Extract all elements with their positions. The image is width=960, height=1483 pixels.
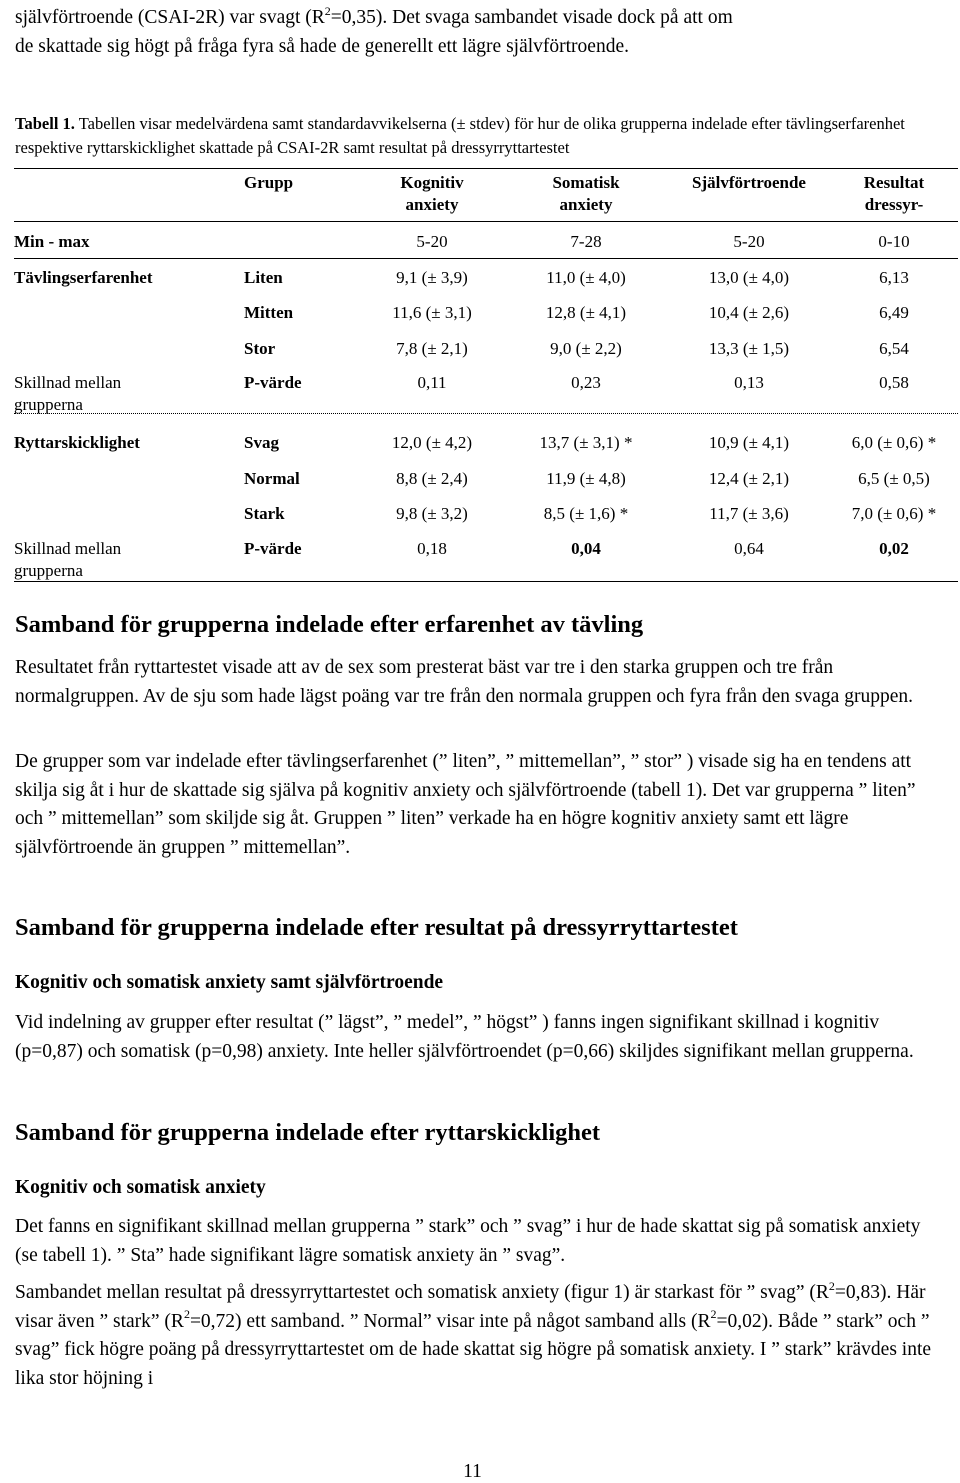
paragraph: De grupper som var indelade efter tävlingserfarenhet (” liten”, ” mittemellan”, ” stor” ) visade sig ha en tendens att skilja sig åt i hur de skattade sig själva på kognitiv anxiety och självförtroende (tabell 1). Det var grupperna ” liten” och ” mittemellan” som skiljde sig åt. Gruppen ” liten” verkade ha en högre kognitiv anxiety samt ett lägre självförtroende än gruppen ” mittemellan”.: [15, 751, 916, 858]
group-svag: Svag: [244, 433, 279, 452]
superscript: 2: [183, 1307, 190, 1321]
table-caption: [15, 112, 950, 160]
table-cell: 11,6 (± 3,1): [392, 303, 472, 322]
diff-label: Skillnad mellan grupperna: [14, 539, 122, 580]
table-cell: 10,4 (± 2,6): [708, 303, 790, 322]
table-cell: 11,0 (± 4,0): [546, 268, 626, 287]
category-tavlingserfarenhet: Tävlingserfarenhet: [14, 268, 153, 287]
table-cell: 11,9 (± 4,8): [546, 469, 626, 488]
header-resultat: Resultat dressyr-: [863, 173, 925, 214]
table-cell: 6,13: [879, 268, 909, 287]
table-cell: 6,0 (± 0,6) *: [851, 433, 937, 452]
minmax-resultat: 0-10: [878, 232, 910, 251]
pvalue-label: P-värde: [244, 539, 302, 558]
pvalue-cell: 0,18: [417, 539, 447, 558]
superscript: 2: [324, 3, 331, 18]
minmax-somatisk: 7-28: [570, 232, 602, 251]
caption-text: Tabellen visar medelvärdena samt standardavvikelserna (± stdev) för hur de olika grupperna indelade efter tävlingserfarenhet respektive ryttarskicklighet skattade på CSAI-2R samt resultat på dressyrryttartestet: [15, 114, 905, 157]
table-cell: 9,1 (± 3,9): [396, 268, 468, 287]
subheading: Kognitiv och somatisk anxiety samt självförtroende: [15, 972, 444, 993]
section-rule: [14, 413, 958, 414]
results-table: [14, 168, 958, 582]
table-cell: 6,54: [879, 339, 909, 358]
header-grupp: Grupp: [244, 173, 294, 192]
paragraph: Sambandet mellan resultat på dressyrryttartestet och somatisk anxiety (figur 1) är starkast för ” svag” $(R^2=0,83)$. Här visar även ” stark” $(R^2=0,72)$ ett samband. ” Normal” visar inte på något samband alls $(R^2=0,02)$. Både ” stark” och ” svag” fick högre poäng på dressyrryttartestet om de hade skattat sig högre på somatisk anxiety. I ” stark” krävdes inte lika stor höjning i: [15, 1278, 932, 1389]
pvalue-cell-significant: 0,04: [571, 539, 601, 558]
pvalue-cell-significant: 0,02: [879, 539, 909, 558]
pvalue-cell: 0,11: [417, 373, 447, 392]
table-cell: 9,8 (± 3,2): [396, 504, 468, 523]
table-cell: 7,0 (± 0,6) *: [851, 504, 937, 523]
paragraph: Vid indelning av grupper efter resultat (” lägst”, ” medel”, ” högst” ) fanns ingen signifikant skillnad i kognitiv (p=0,87) och somatisk (p=0,98) anxiety. Inte heller självförtroendet (p=0,66) skiljdes signifikant mellan grupperna.: [15, 1012, 914, 1062]
intro-text: de skattade sig högt på fråga fyra så hade de generellt ett lägre självförtroende.: [15, 35, 629, 57]
paragraph: Resultatet från ryttartestet visade att av de sex som presterat bäst var tre i den starka gruppen och tre från normalgruppen. Av de sju som hade lägst poäng var tre från den normala gruppen och fyra från den svaga gruppen.: [15, 657, 913, 707]
pvalue-cell: 0,64: [734, 539, 764, 558]
minmax-sjalv: 5-20: [733, 232, 765, 251]
pvalue-label: P-värde: [244, 373, 302, 392]
superscript: 2: [710, 1307, 717, 1321]
category-ryttarskicklighet: Ryttarskicklighet: [14, 433, 140, 452]
table-cell: 6,5 (± 0,5): [858, 469, 930, 488]
section-heading: Samband för grupperna indelade efter resultat på dressyrryttartestet: [15, 914, 738, 941]
intro-text: självförtroende (CSAI-2R) var svagt (R: [15, 7, 325, 28]
table-cell: 8,8 (± 2,4): [396, 469, 468, 488]
group-stor: Stor: [244, 339, 276, 358]
table-cell: 13,0 (± 4,0): [708, 268, 790, 287]
header-rule: [14, 221, 958, 222]
table-cell: 12,4 (± 2,1): [708, 469, 790, 488]
minmax-kognitiv: 5-20: [416, 232, 448, 251]
diff-label: Skillnad mellan grupperna: [14, 373, 122, 414]
table-cell: 11,7 (± 3,6): [709, 504, 789, 523]
group-liten: Liten: [244, 268, 283, 287]
table-cell: 7,8 (± 2,1): [396, 339, 468, 358]
header-kognitiv: Kognitiv anxiety: [400, 173, 464, 214]
paragraph: Det fanns en signifikant skillnad mellan grupperna ” stark” och ” svag” i hur de hade skattat sig på somatisk anxiety (se tabell 1). ” Sta” hade signifikant lägre somatisk anxiety än ” svag”.: [15, 1216, 921, 1266]
section-heading: Samband för grupperna indelade efter erfarenhet av tävling: [15, 611, 644, 638]
table-cell: 13,3 (± 1,5): [708, 339, 790, 358]
superscript: 2: [828, 1278, 835, 1293]
minmax-rule: [14, 258, 958, 259]
table-bottom-rule: [14, 581, 958, 582]
pvalue-cell: 0,58: [879, 373, 909, 392]
table-cell: 6,49: [879, 303, 909, 322]
table-top-rule: [14, 168, 958, 169]
table-cell: 12,8 (± 4,1): [545, 303, 627, 322]
intro-text: =0,35). Det svaga sambandet visade dock på att om: [330, 7, 733, 28]
table-cell: 12,0 (± 4,2): [391, 433, 473, 452]
pvalue-cell: 0,23: [571, 373, 601, 392]
pvalue-cell: 0,13: [734, 373, 764, 392]
page-number: 11: [463, 1461, 482, 1482]
table-cell: 10,9 (± 4,1): [708, 433, 790, 452]
group-mitten: Mitten: [244, 303, 294, 322]
table-cell: 13,7 (± 3,1) *: [539, 433, 633, 452]
minmax-label: Min - max: [14, 232, 90, 251]
caption-label: Tabell 1.: [15, 114, 75, 133]
table-cell: 8,5 (± 1,6) *: [543, 504, 629, 523]
table-cell: 9,0 (± 2,2): [550, 339, 622, 358]
section-heading: Samband för grupperna indelade efter ryttarskicklighet: [15, 1119, 601, 1146]
intro-paragraph: [15, 4, 945, 61]
group-stark: Stark: [244, 504, 285, 523]
group-normal: Normal: [244, 469, 300, 488]
header-sjalvfortroende: Självförtroende: [692, 173, 806, 192]
subheading: Kognitiv och somatisk anxiety: [15, 1177, 266, 1198]
header-somatisk: Somatisk anxiety: [552, 173, 620, 214]
